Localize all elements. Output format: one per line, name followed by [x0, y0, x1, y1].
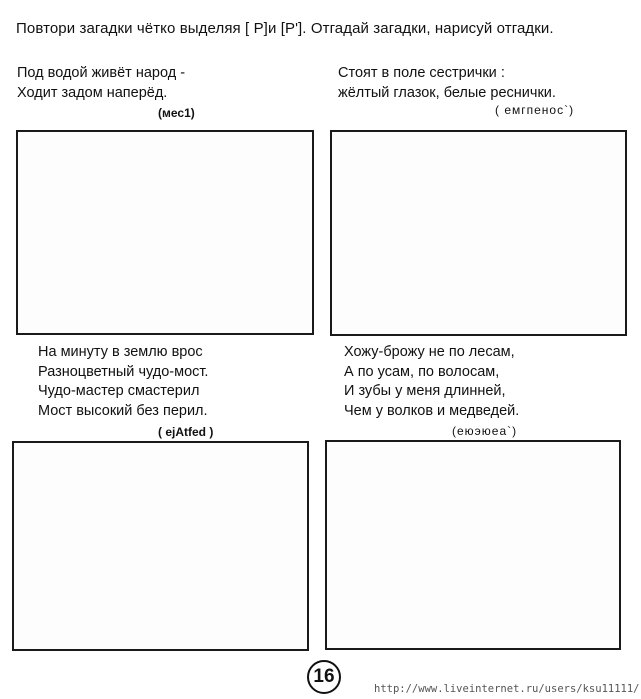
riddle-2-text	[338, 64, 556, 103]
riddle-4-line-4: Чем у волков и медведей.	[344, 402, 520, 419]
riddle-1-line-1: Под водой живёт народ -	[17, 65, 186, 81]
riddle-4-line-1: Хожу-брожу не по лесам,	[344, 344, 515, 360]
riddle-3-line-4: Мост высокий без перил.	[38, 402, 208, 419]
riddle-2-line-1: Стоят в поле сестрички :	[338, 65, 505, 81]
drawing-box-3[interactable]	[12, 441, 309, 651]
riddle-3-line-1: На минуту в землю врос	[38, 344, 203, 360]
riddle-3-line-3: Чудо-мастер смастерил	[38, 383, 200, 399]
instruction-text: Повтори загадки чётко выделяя [ Р]и [Р']. Отгадай загадки, нарисуй отгадки.	[16, 20, 554, 37]
drawing-box-4[interactable]	[325, 440, 621, 650]
watermark-url: http://www.liveinternet.ru/users/ksu11111/	[374, 683, 640, 695]
riddle-4-answer: (еюэюеа`)	[452, 424, 518, 438]
drawing-box-2[interactable]	[330, 130, 627, 336]
riddle-1-line-2: Ходит задом наперёд.	[17, 84, 168, 101]
riddle-4-line-3: И зубы у меня длинней,	[344, 383, 506, 399]
riddle-3-text	[38, 343, 208, 421]
riddle-3-answer: ( ejAtfed )	[158, 425, 214, 439]
page-number: 16	[307, 660, 341, 694]
riddle-2-answer: ( емгпенос`)	[495, 103, 575, 117]
riddle-1-text	[17, 64, 185, 103]
riddle-4-line-2: А по усам, по волосам,	[344, 363, 500, 380]
riddle-1-answer: (мес1)	[158, 106, 195, 120]
riddle-3-line-2: Разноцветный чудо-мост.	[38, 363, 209, 380]
drawing-box-1[interactable]	[16, 130, 314, 335]
riddle-4-text	[344, 343, 519, 421]
riddle-2-line-2: жёлтый глазок, белые реснички.	[338, 84, 556, 101]
